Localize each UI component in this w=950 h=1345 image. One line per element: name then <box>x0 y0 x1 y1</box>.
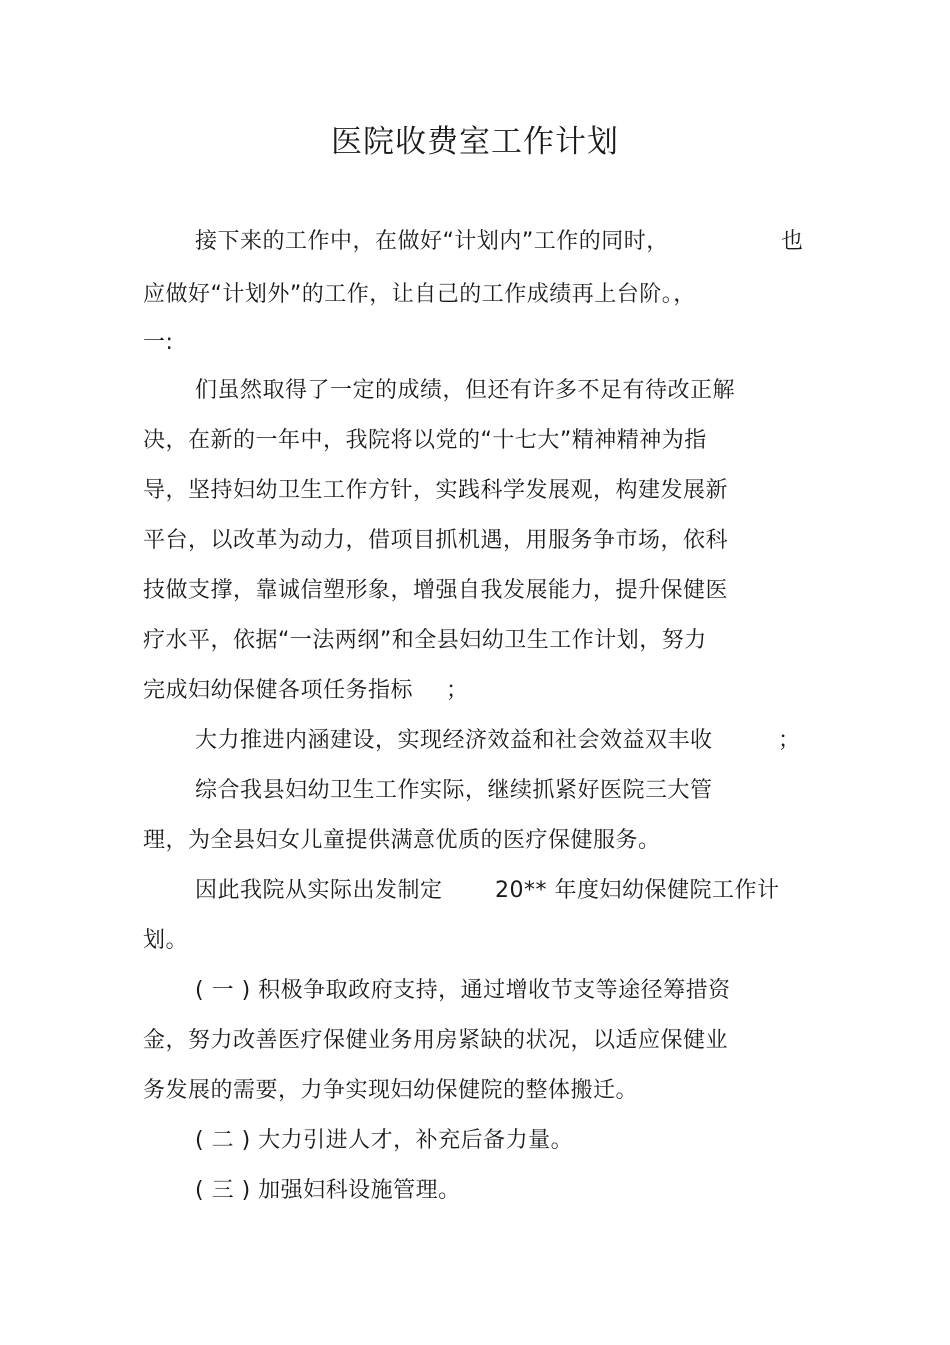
text-line: 划。 <box>143 928 189 953</box>
text-line: 金，努力改善医疗保健业务用房紧缺的状况，以适应保健业 <box>143 1028 729 1053</box>
text-line: 一: <box>143 330 174 355</box>
text-line: 应做好“计划外”的工作，让自己的工作成绩再上台阶。， <box>143 282 696 307</box>
text-line: 接下来的工作中，在做好“计划内”工作的同时， <box>195 229 669 254</box>
text-line: 平台，以改革为动力，借项目抓机遇，用服务争市场，依科 <box>143 528 729 553</box>
text-line: ( 二 ) 大力引进人才，补充后备力量。 <box>195 1128 574 1153</box>
text-line: 也 <box>781 229 804 254</box>
text-line: 理，为全县妇女儿童提供满意优质的医疗保健服务。 <box>143 828 661 853</box>
text-line: 完成妇幼保健各项任务指标 <box>143 678 414 703</box>
text-line: 务发展的需要，力争实现妇幼保健院的整体搬迁。 <box>143 1078 639 1103</box>
text-line: 导，坚持妇幼卫生工作方针，实践科学发展观，构建发展新 <box>143 478 729 503</box>
text-line: 20** 年度妇幼保健院工作计 <box>495 878 780 903</box>
text-line: ( 三 ) 加强妇科设施管理。 <box>195 1178 461 1203</box>
text-line: 因此我院从实际出发制定 <box>195 878 443 903</box>
text-line: 疗水平，依据“一法两纲”和全县妇幼卫生工作计划，努力 <box>143 628 707 653</box>
text-line: 技做支撑，靠诚信塑形象，增强自我发展能力，提升保健医 <box>143 578 729 603</box>
text-line: 综合我县妇幼卫生工作实际，继续抓紧好医院三大管 <box>195 778 713 803</box>
text-line: 决，在新的一年中，我院将以党的“十七大”精神精神为指 <box>143 428 707 453</box>
text-line: 们虽然取得了一定的成绩，但还有许多不足有待改正解 <box>195 378 736 403</box>
document-title: 医院收费室工作计划 <box>331 124 619 160</box>
text-line: ； <box>446 678 469 703</box>
text-line: ( 一 ) 积极争取政府支持，通过增收节支等途径筹措资 <box>195 978 731 1003</box>
text-line: 大力推进内涵建设，实现经济效益和社会效益双丰收 <box>195 728 713 753</box>
text-line: ； <box>778 728 801 753</box>
